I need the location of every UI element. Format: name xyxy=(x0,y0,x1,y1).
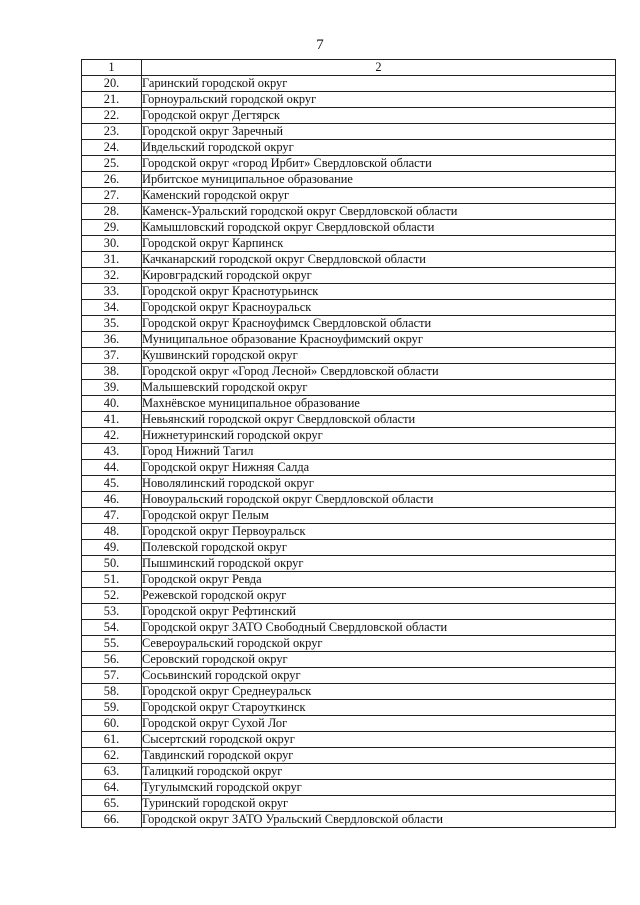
table-row xyxy=(82,236,616,252)
page-number: 7 xyxy=(316,37,324,53)
table-row xyxy=(82,556,616,572)
table-row xyxy=(82,764,616,780)
municipality-name: Новолялинский городской округ xyxy=(142,476,616,492)
row-number: 51. xyxy=(82,572,142,588)
municipality-name: Тавдинский городской округ xyxy=(142,748,616,764)
municipality-name: Новоуральский городской округ Свердловской области xyxy=(142,492,616,508)
municipality-name: Камышловский городской округ Свердловской области xyxy=(142,220,616,236)
municipality-name: Городской округ Сухой Лог xyxy=(142,716,616,732)
table-row xyxy=(82,348,616,364)
table-row xyxy=(82,220,616,236)
row-number: 62. xyxy=(82,748,142,764)
row-number: 56. xyxy=(82,652,142,668)
row-number: 43. xyxy=(82,444,142,460)
table-row xyxy=(82,268,616,284)
municipality-name: Малышевский городской округ xyxy=(142,380,616,396)
municipality-name: Городской округ Карпинск xyxy=(142,236,616,252)
table-row xyxy=(82,492,616,508)
table-row xyxy=(82,284,616,300)
row-number: 21. xyxy=(82,92,142,108)
municipality-name: Городской округ Пелым xyxy=(142,508,616,524)
row-number: 25. xyxy=(82,156,142,172)
row-number: 32. xyxy=(82,268,142,284)
table-row xyxy=(82,796,616,812)
row-number: 38. xyxy=(82,364,142,380)
row-number: 20. xyxy=(82,76,142,92)
row-number: 29. xyxy=(82,220,142,236)
table-row xyxy=(82,380,616,396)
municipality-name: Горноуральский городской округ xyxy=(142,92,616,108)
municipality-name: Городской округ Краснотурьинск xyxy=(142,284,616,300)
table-row xyxy=(82,172,616,188)
row-number: 47. xyxy=(82,508,142,524)
table-row xyxy=(82,140,616,156)
row-number: 27. xyxy=(82,188,142,204)
municipality-name: Ирбитское муниципальное образование xyxy=(142,172,616,188)
table-row xyxy=(82,652,616,668)
row-number: 52. xyxy=(82,588,142,604)
municipality-name: Городской округ Красноуфимск Свердловской области xyxy=(142,316,616,332)
row-number: 42. xyxy=(82,428,142,444)
table-row xyxy=(82,508,616,524)
row-number: 26. xyxy=(82,172,142,188)
municipality-name: Нижнетуринский городской округ xyxy=(142,428,616,444)
row-number: 41. xyxy=(82,412,142,428)
row-number: 37. xyxy=(82,348,142,364)
row-number: 66. xyxy=(82,812,142,828)
row-number: 39. xyxy=(82,380,142,396)
row-number: 58. xyxy=(82,684,142,700)
municipality-name: Городской округ «город Ирбит» Свердловской области xyxy=(142,156,616,172)
table-row xyxy=(82,188,616,204)
row-number: 53. xyxy=(82,604,142,620)
table-row xyxy=(82,316,616,332)
municipality-name: Городской округ Дегтярск xyxy=(142,108,616,124)
row-number: 46. xyxy=(82,492,142,508)
table-row xyxy=(82,780,616,796)
row-number: 64. xyxy=(82,780,142,796)
municipality-name: Муниципальное образование Красноуфимский округ xyxy=(142,332,616,348)
row-number: 49. xyxy=(82,540,142,556)
table-row xyxy=(82,108,616,124)
table-row xyxy=(82,428,616,444)
municipality-name: Сосьвинский городской округ xyxy=(142,668,616,684)
table-row xyxy=(82,636,616,652)
row-number: 60. xyxy=(82,716,142,732)
municipality-name: Сысертский городской округ xyxy=(142,732,616,748)
table-row xyxy=(82,364,616,380)
row-number: 36. xyxy=(82,332,142,348)
row-number: 65. xyxy=(82,796,142,812)
municipality-name: Городской округ Рефтинский xyxy=(142,604,616,620)
table-row xyxy=(82,716,616,732)
table-row xyxy=(82,572,616,588)
row-number: 50. xyxy=(82,556,142,572)
table-row xyxy=(82,300,616,316)
row-number: 31. xyxy=(82,252,142,268)
table-row xyxy=(82,620,616,636)
municipality-name: Кировградский городской округ xyxy=(142,268,616,284)
row-number: 48. xyxy=(82,524,142,540)
table-row xyxy=(82,700,616,716)
table-row xyxy=(82,604,616,620)
row-number: 33. xyxy=(82,284,142,300)
table-row xyxy=(82,204,616,220)
row-number: 57. xyxy=(82,668,142,684)
column-header-name: 2 xyxy=(142,60,616,76)
municipality-name: Городской округ Среднеуральск xyxy=(142,684,616,700)
municipality-name: Пышминский городской округ xyxy=(142,556,616,572)
table-row xyxy=(82,156,616,172)
municipality-name: Полевской городской округ xyxy=(142,540,616,556)
row-number: 59. xyxy=(82,700,142,716)
municipality-name: Североуральский городской округ xyxy=(142,636,616,652)
table-row xyxy=(82,252,616,268)
table-row xyxy=(82,668,616,684)
table-header-row xyxy=(82,60,616,76)
table-row xyxy=(82,732,616,748)
municipalities-table xyxy=(81,59,616,828)
table-body xyxy=(82,60,616,828)
municipality-name: Качканарский городской округ Свердловской области xyxy=(142,252,616,268)
table-row xyxy=(82,748,616,764)
table-row xyxy=(82,476,616,492)
row-number: 35. xyxy=(82,316,142,332)
table-row xyxy=(82,460,616,476)
row-number: 40. xyxy=(82,396,142,412)
table-row xyxy=(82,684,616,700)
municipality-name: Городской округ Нижняя Салда xyxy=(142,460,616,476)
table-row xyxy=(82,332,616,348)
table-row xyxy=(82,124,616,140)
row-number: 23. xyxy=(82,124,142,140)
municipality-name: Городской округ «Город Лесной» Свердловской области xyxy=(142,364,616,380)
table-row xyxy=(82,92,616,108)
row-number: 28. xyxy=(82,204,142,220)
row-number: 22. xyxy=(82,108,142,124)
municipality-name: Талицкий городской округ xyxy=(142,764,616,780)
table-row xyxy=(82,412,616,428)
municipality-name: Городской округ Ревда xyxy=(142,572,616,588)
municipality-name: Серовский городской округ xyxy=(142,652,616,668)
row-number: 24. xyxy=(82,140,142,156)
municipality-name: Городской округ Староуткинск xyxy=(142,700,616,716)
municipality-name: Каменский городской округ xyxy=(142,188,616,204)
municipality-name: Городской округ ЗАТО Свободный Свердловской области xyxy=(142,620,616,636)
municipality-name: Махнёвское муниципальное образование xyxy=(142,396,616,412)
table-row xyxy=(82,540,616,556)
row-number: 61. xyxy=(82,732,142,748)
municipality-name: Ивдельский городской округ xyxy=(142,140,616,156)
municipality-name: Городской округ Первоуральск xyxy=(142,524,616,540)
table-row xyxy=(82,588,616,604)
row-number: 55. xyxy=(82,636,142,652)
row-number: 30. xyxy=(82,236,142,252)
table-row xyxy=(82,396,616,412)
municipality-name: Гаринский городской округ xyxy=(142,76,616,92)
municipality-name: Городской округ Заречный xyxy=(142,124,616,140)
municipality-name: Кушвинский городской округ xyxy=(142,348,616,364)
table-row xyxy=(82,812,616,828)
row-number: 45. xyxy=(82,476,142,492)
municipality-name: Режевской городской округ xyxy=(142,588,616,604)
row-number: 54. xyxy=(82,620,142,636)
municipality-name: Каменск-Уральский городской округ Свердловской области xyxy=(142,204,616,220)
row-number: 63. xyxy=(82,764,142,780)
row-number: 44. xyxy=(82,460,142,476)
row-number: 34. xyxy=(82,300,142,316)
municipality-name: Городской округ Красноуральск xyxy=(142,300,616,316)
table-row xyxy=(82,524,616,540)
table-row xyxy=(82,76,616,92)
municipality-name: Городской округ ЗАТО Уральский Свердловской области xyxy=(142,812,616,828)
column-header-number: 1 xyxy=(82,60,142,76)
municipality-name: Невьянский городской округ Свердловской области xyxy=(142,412,616,428)
municipality-name: Город Нижний Тагил xyxy=(142,444,616,460)
municipality-name: Туринский городской округ xyxy=(142,796,616,812)
table-row xyxy=(82,444,616,460)
municipality-name: Тугулымский городской округ xyxy=(142,780,616,796)
